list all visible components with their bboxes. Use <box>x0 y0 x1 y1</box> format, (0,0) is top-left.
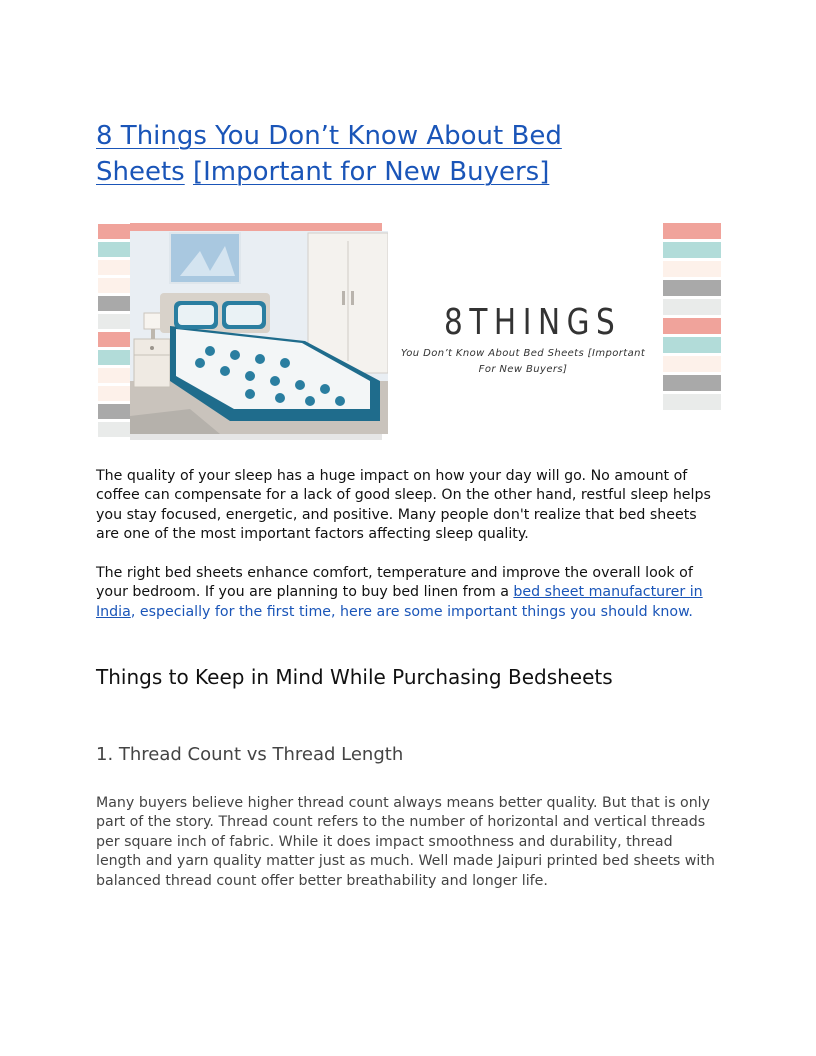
stripe <box>98 242 132 257</box>
subsection-heading: 1. Thread Count vs Thread Length <box>96 744 404 765</box>
stripe <box>663 318 721 334</box>
intro-paragraph-2 <box>96 564 722 622</box>
stripe <box>98 404 132 419</box>
stripe <box>663 242 721 258</box>
title-link-subtitle[interactable]: [Important for New Buyers] <box>192 157 550 187</box>
stripe <box>98 350 132 365</box>
stripe <box>98 278 132 293</box>
banner-headline: 8THINGS <box>444 302 622 343</box>
bed-photo <box>130 231 388 434</box>
paragraph-2-end: , especially for the first time, here are some important things you should know. <box>130 603 693 620</box>
paragraph-2-start: The right bed sheets enhance comfort, temperature and improve the overall look of your bedroom. If you are planning to buy bed linen from a <box>96 565 693 601</box>
stripe <box>663 280 721 296</box>
banner-subtitle: You Don’t Know About Bed Sheets [Important For New Buyers] <box>400 348 646 375</box>
stripe <box>98 386 132 401</box>
stripe <box>98 332 132 347</box>
stripe <box>98 224 132 239</box>
right-stripes <box>663 223 721 410</box>
bed-photo-illustration <box>130 231 388 434</box>
manufacturer-link[interactable]: bed sheet manufacturer in India <box>96 584 703 620</box>
section-heading: Things to Keep in Mind While Purchasing Bedsheets <box>96 665 613 689</box>
stripe <box>663 356 721 372</box>
stripe <box>663 223 721 239</box>
stripe <box>98 260 132 275</box>
title-link-main[interactable]: 8 Things You Don’t Know About Bed Sheets <box>96 121 562 187</box>
top-accent-bar <box>130 223 382 231</box>
stripe <box>98 296 132 311</box>
left-stripes <box>98 224 132 437</box>
stripe <box>663 337 721 353</box>
featured-banner <box>96 222 722 440</box>
stripe <box>98 314 132 329</box>
article-title <box>96 118 656 190</box>
bottom-accent-bar <box>130 434 382 440</box>
stripe <box>663 261 721 277</box>
stripe <box>663 394 721 410</box>
stripe <box>98 422 132 437</box>
stripe <box>98 368 132 383</box>
stripe <box>663 299 721 315</box>
section-paragraph: Many buyers believe higher thread count always means better quality. But that is only part of the story. Thread count refers to the number of horizontal and vertical threads per square inch of fabric. While it does impact smoothness and durability, thread length and yarn quality matter just as much. Well made Jaipuri printed bed sheets with balanced thread count offer better breathability and longer life. <box>96 795 715 889</box>
intro-paragraph-1: The quality of your sleep has a huge impact on how your day will go. No amount of coffee can compensate for a lack of good sleep. On the other hand, restful sleep helps you stay focused, energetic, and positive. Many people don't realize that bed sheets are one of the most important factors affecting sleep quality. <box>96 468 711 543</box>
stripe <box>663 375 721 391</box>
